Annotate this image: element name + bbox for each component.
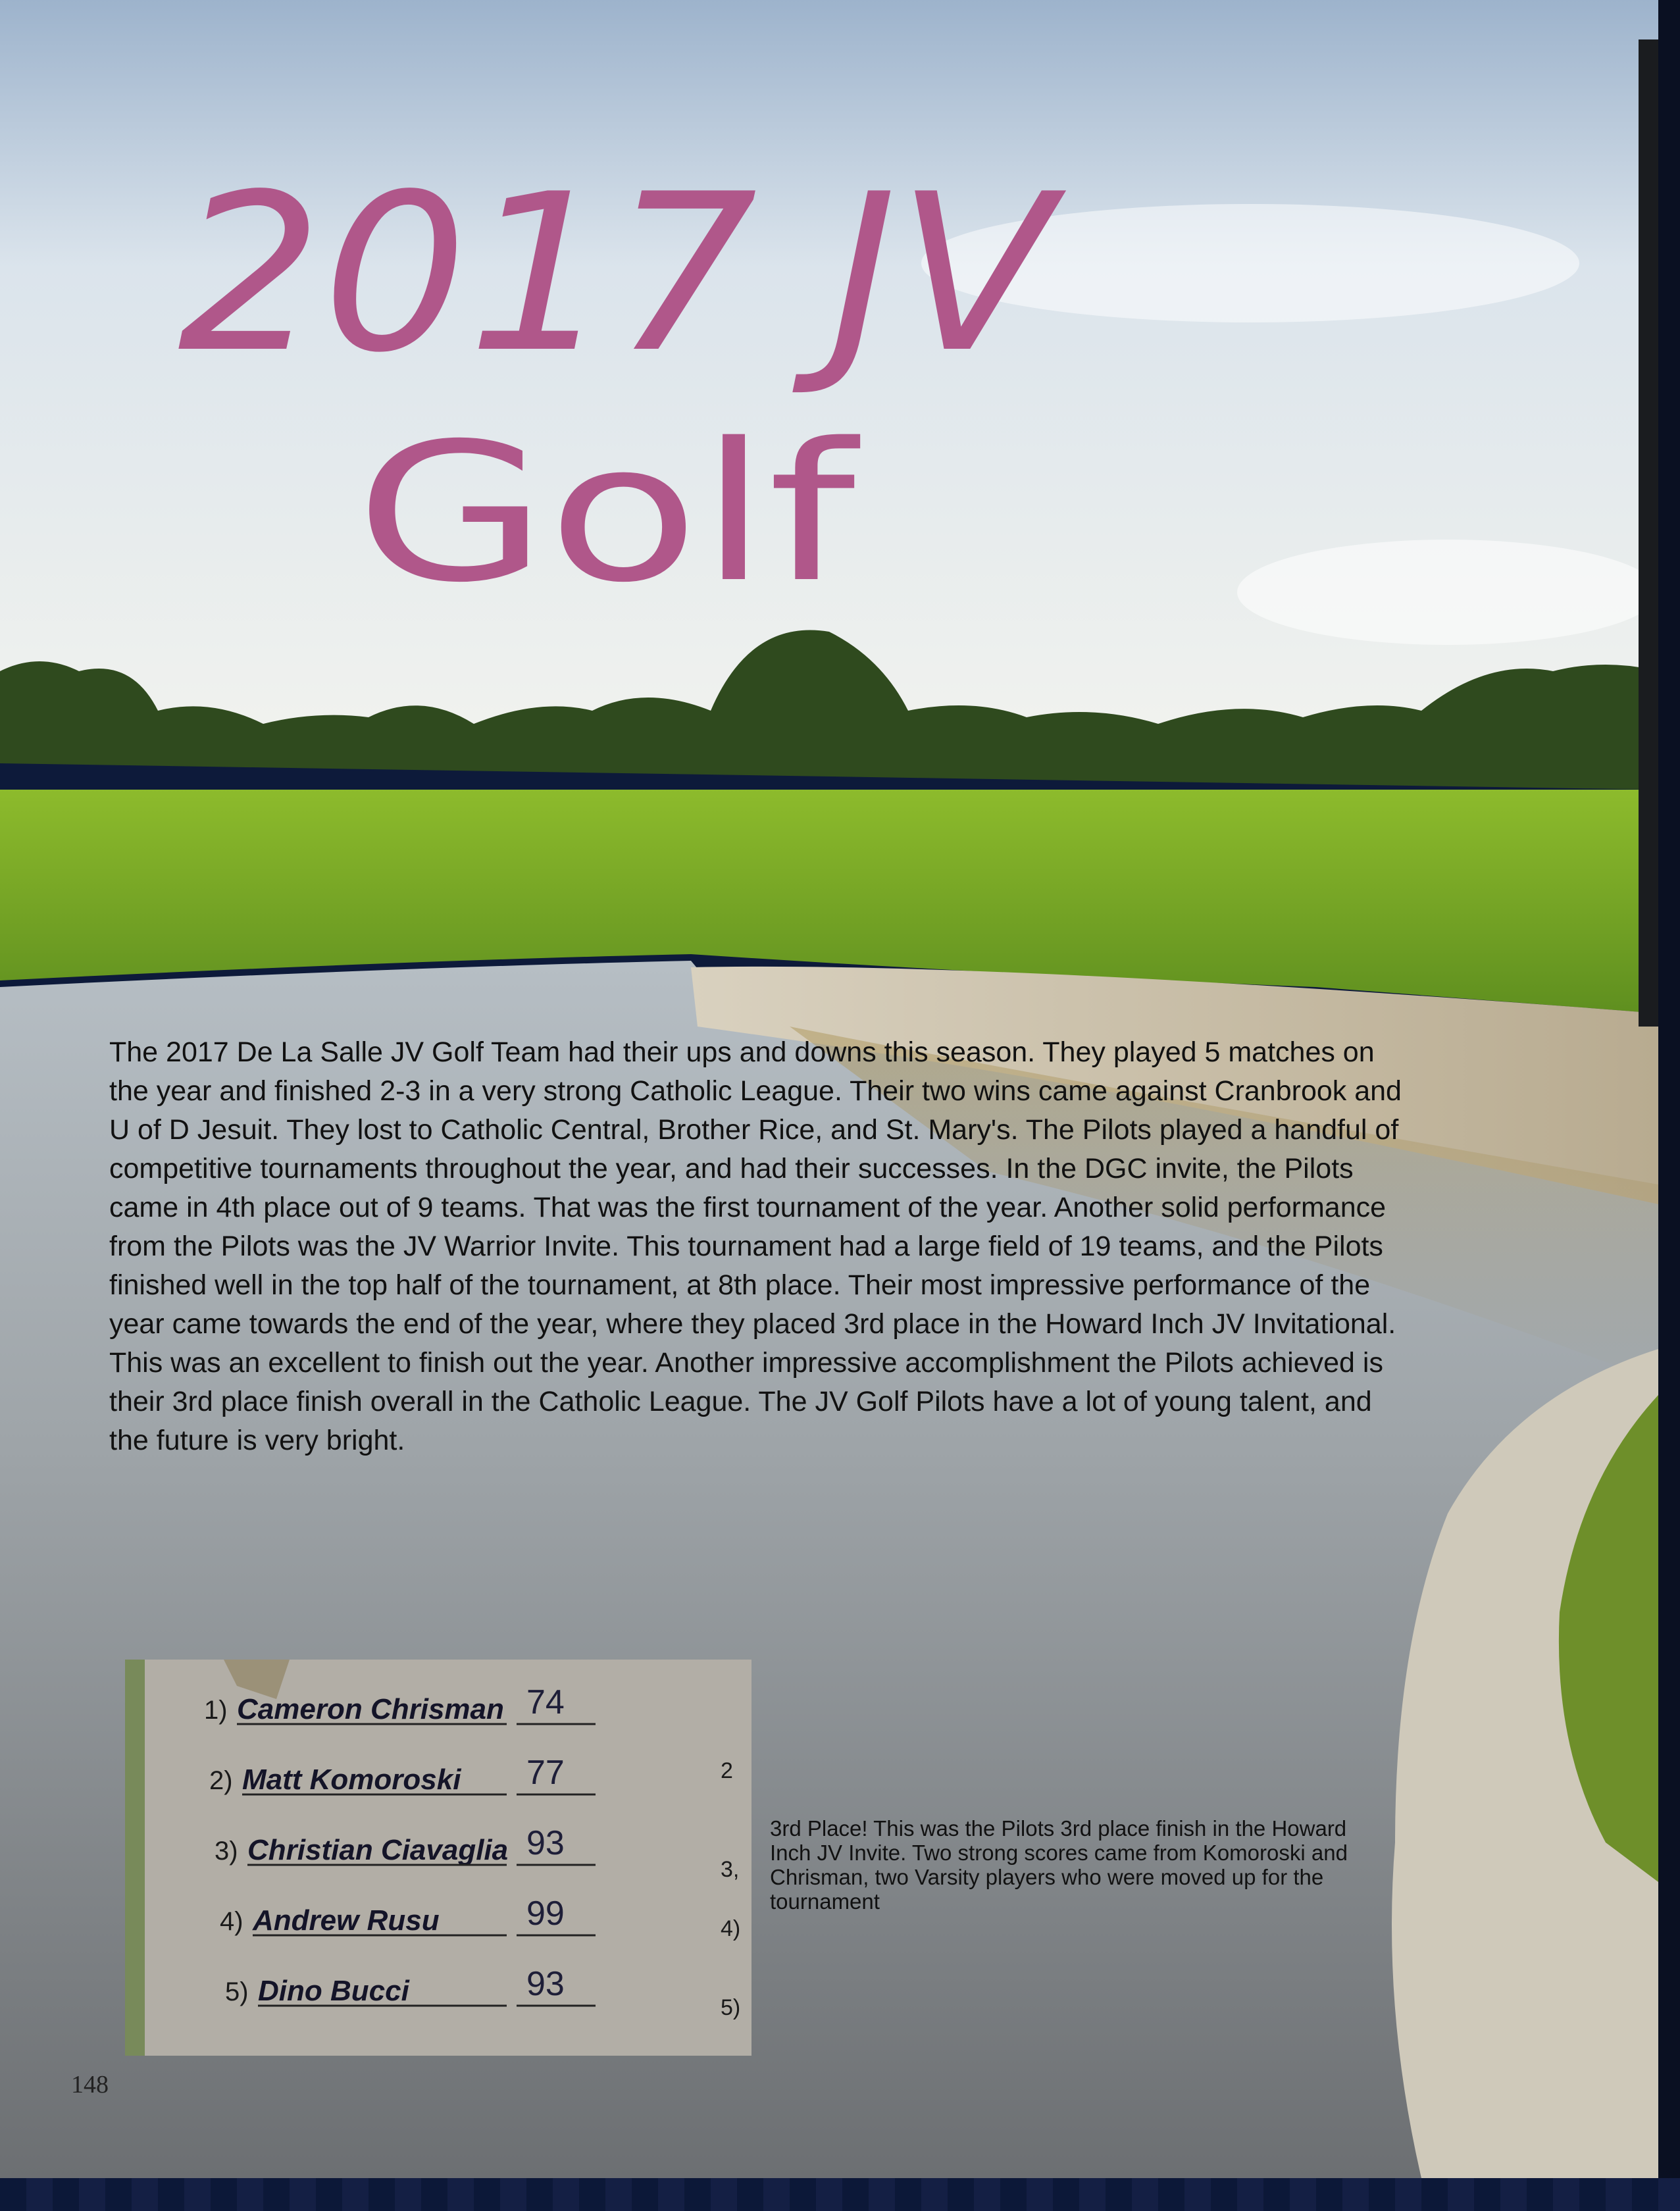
scorecard-edge-mark: 3, xyxy=(721,1857,740,1882)
scorecard-edge-mark: 5) xyxy=(721,1995,741,2020)
page-number: 148 xyxy=(71,2071,109,2098)
scorecard-score: 99 xyxy=(526,1894,565,1933)
article-body: The 2017 De La Salle JV Golf Team had their ups and downs this season. They played 5 matches on the year and finished 2-3 in a very strong Catholic League. Their two wins came against Cranbrook and U of D Jesuit. They lost to Catholic Central, Brother Rice, and St. Mary's. The Pilots played a handful of competitive tournaments throughout the year, and had their successes. In the DGC invite, the Pilots came in 4th place out of 9 teams. That was the first tournament of the year. Another solid performance from the Pilots was the JV Warrior Invite. This tournament had a large field of 19 teams, and the Pilots finished well in the top half of the tournament, at 8th place. Their most impressive performance of the year came towards the end of the year, where they placed 3rd place in the Howard Inch JV Invitational. This was an excellent to finish out the year. Another impressive accomplishment the Pilots achieved is their 3rd place finish overall in the Catholic League. The JV Golf Pilots have a lot of young talent, and the future is very bright. xyxy=(109,1036,1402,1456)
scorecard-rank: 1) xyxy=(204,1696,228,1725)
title-line-2: Golf xyxy=(355,403,861,624)
page-spine xyxy=(1658,0,1680,2211)
scorecard-rank: 5) xyxy=(225,1977,249,2006)
scorecard-player-name: Matt Komoroski xyxy=(242,1764,461,1796)
scorecard-edge-mark: 4) xyxy=(721,1916,741,1941)
page-edge-shadow xyxy=(1639,39,1658,1027)
scorecard-score: 74 xyxy=(526,1683,565,1721)
handwritten-title xyxy=(0,0,1658,658)
scorecard-photo xyxy=(125,1660,751,2056)
scorecard-player-name: Andrew Rusu xyxy=(253,1904,440,1937)
scorecard-edge-mark: 2 xyxy=(721,1758,733,1783)
scorecard-rank: 4) xyxy=(220,1907,243,1936)
scorecard-player-name: Christian Ciavaglia xyxy=(247,1834,509,1866)
scorecard-rank: 3) xyxy=(215,1837,238,1866)
scorecard-rank: 2) xyxy=(209,1766,233,1795)
title-line-1: 2017 JV xyxy=(178,147,1068,400)
scorecard-score: 77 xyxy=(526,1754,565,1792)
scorecard-player-name: Cameron Chrisman xyxy=(237,1693,504,1725)
scan-bottom-edge xyxy=(0,2178,1680,2211)
scorecard-score: 93 xyxy=(526,1965,565,2003)
scorecard-score: 93 xyxy=(526,1824,565,1862)
scorecard-player-name: Dino Bucci xyxy=(258,1975,409,2007)
photo-caption: 3rd Place! This was the Pilots 3rd place finish in the Howard Inch JV Invite. Two strong scores came from Komoroski and Chrisman, two Varsity players who were moved up for the tournament xyxy=(770,1816,1348,1914)
